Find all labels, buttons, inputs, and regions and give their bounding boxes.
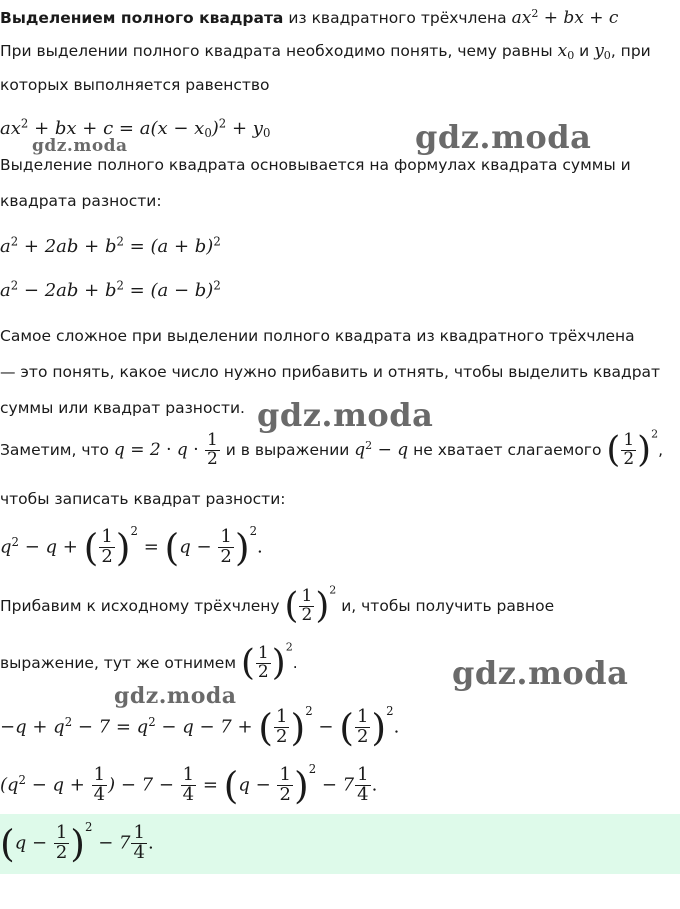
- final-answer: (q − $\frac{1}{2}$ )$^2$ − 7 $\frac{1}{4}$ .: [0, 819, 154, 866]
- watermark: gdz.moda: [32, 136, 128, 156]
- square-difference-equation: $q^2 - q$ + ( $\frac{1}{2}$ )$^2$ = (q − $\frac{1}{2}$ )$^2$.: [0, 523, 263, 570]
- watermark: gdz.moda: [257, 396, 434, 434]
- watermark: gdz.moda: [114, 683, 237, 709]
- note-line-2: чтобы записать квадрат разности:: [0, 490, 286, 508]
- target-equation: $ax^2$ + bx + $c = a(x - x_0)^2 + y_0$: [0, 116, 271, 140]
- formula-sum-square: $a^2 + 2ab + b^2 = (a + b)^2$: [0, 234, 221, 257]
- step-equation-2: ($q^2 - q$ + $\frac{1}{4}$ ) − 7 − $\frac{1}{4}$ = (q − $\frac{1}{2}$ )$^2$ − 7 $\frac{1}{4}$ .: [0, 761, 378, 808]
- need-line-1: При выделении полного квадрата необходимо понять, чему равны $x_0$ и $y_0$, при: [0, 41, 651, 62]
- add-line-2: выражение, тут же отнимем ( $\frac{1}{2}$ )$^2$.: [0, 640, 298, 684]
- add-line-1: Прибавим к исходному трёхчлену ( $\frac{1}{2}$ )$^2$ и, чтобы получить равное: [0, 583, 555, 627]
- need-line-2: которых выполняется равенство: [0, 76, 270, 94]
- watermark: gdz.moda: [452, 654, 629, 692]
- step-equation-1: $-q + q^2 - 7 = q^2 - q - 7$ + ( $\frac{1}{2}$ )$^2$ − ( $\frac{1}{2}$ )$^2$.: [0, 703, 400, 750]
- formulas-intro-1: Выделение полного квадрата основывается на формулах квадрата суммы и: [0, 156, 631, 174]
- trinomial: $ax^2$ + bx + c: [511, 6, 619, 28]
- note-line: Заметим, что q = 2 · q · $\frac{1}{2}$ и в выражении $q^2 - q$ не хватает слагаемого ( $\frac{1}{2}$ )$^2$,: [0, 427, 664, 471]
- watermark: gdz.moda: [415, 118, 592, 156]
- hardest-line-3: суммы или квадрат разности.: [0, 399, 245, 417]
- hardest-line-1: Самое сложное при выделении полного квадрата из квадратного трёхчлена: [0, 327, 635, 345]
- hardest-line-2: — это понять, какое число нужно прибавить и отнять, чтобы выделить квадрат: [0, 363, 661, 381]
- intro-line: Выделением полного квадрата из квадратного трёхчлена $ax^2$ + bx + c: [0, 6, 619, 28]
- term-bold: Выделением полного квадрата: [0, 9, 284, 27]
- formulas-intro-2: квадрата разности:: [0, 192, 162, 210]
- formula-diff-square: $a^2 - 2ab + b^2 = (a - b)^2$: [0, 278, 221, 301]
